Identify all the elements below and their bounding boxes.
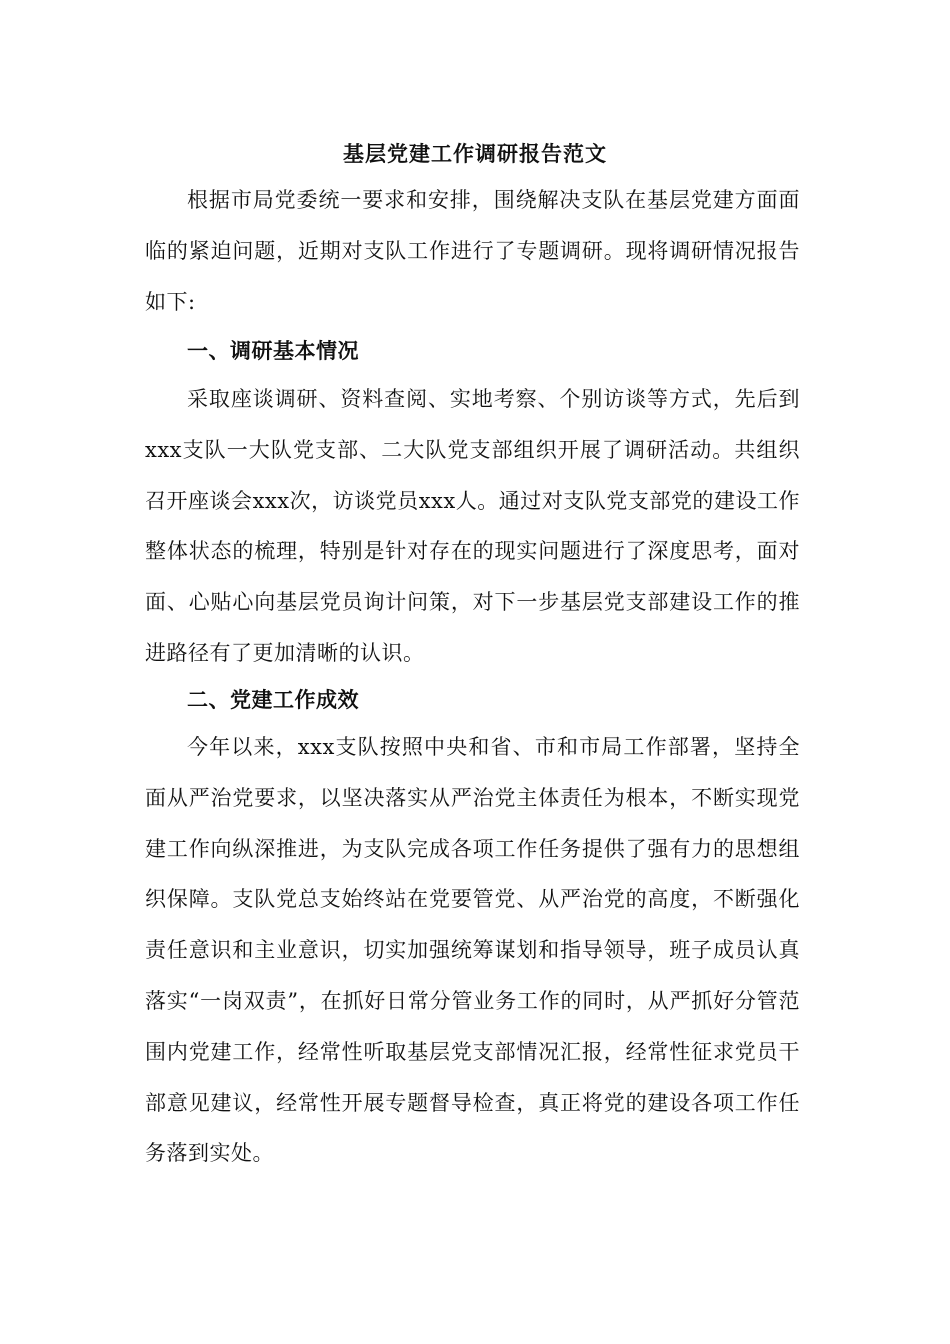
section-2-body: 今年以来，xxx支队按照中央和省、市和市局工作部署，坚持全面从严治党要求，以坚决落实从严治党主体责任为根本，不断实现党建工作向纵深推进，为支队完成各项工作任务提供了强有力的思想组织保障。支队党总支始终站在党要管党、从严治党的高度，不断强化责任意识和主业意识，切实加强统筹谋划和指导领导，班子成员认真落实“一岗双责”，在抓好日常分管业务工作的同时，从严抓好分管范围内党建工作，经常性听取基层党支部情况汇报，经常性征求党员干部意见建议，经常性开展专题督导检查，真正将党的建设各项工作任务落到实处。 [145, 735, 800, 1166]
section-1-heading: 一、调研基本情况 [187, 338, 359, 363]
document-title: 基层党建工作调研报告范文 [343, 141, 607, 166]
intro-paragraph: 根据市局党委统一要求和安排，围绕解决支队在基层党建方面面临的紧迫问题，近期对支队工作进行了专题调研。现将调研情况报告如下: [145, 188, 800, 314]
section-2-heading: 二、党建工作成效 [187, 687, 359, 712]
section-1-body: 采取座谈调研、资料查阅、实地考察、个别访谈等方式，先后到xxx支队一大队党支部、二大队党支部组织开展了调研活动。共组织召开座谈会xxx次，访谈党员xxx人。通过对支队党支部党的建设工作整体状态的梳理，特别是针对存在的现实问题进行了深度思考，面对面、心贴心向基层党员询计问策，对下一步基层党支部建设工作的推进路径有了更加清晰的认识。 [145, 387, 800, 665]
